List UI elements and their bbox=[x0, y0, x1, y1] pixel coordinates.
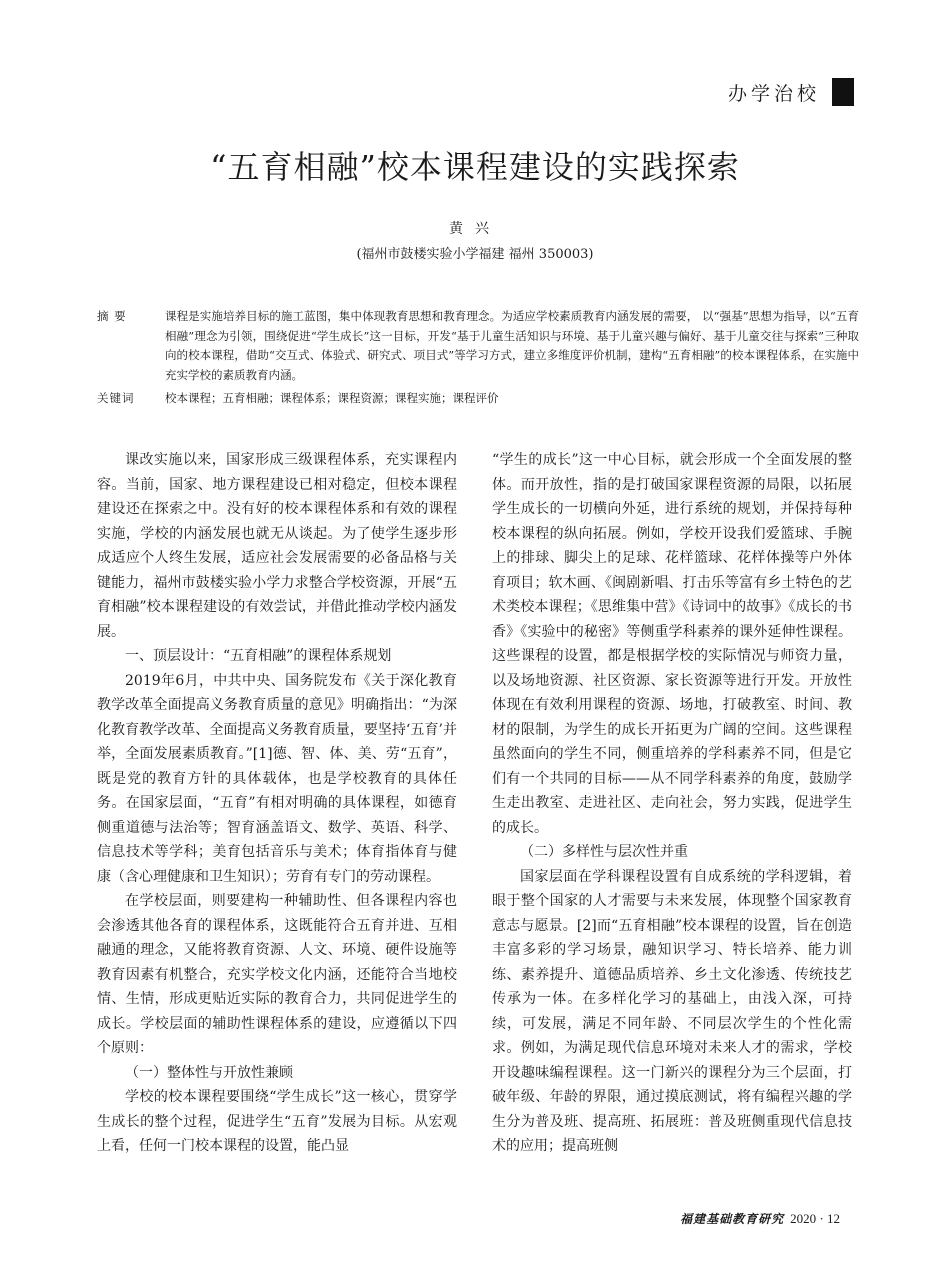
paragraph: 学校的校本课程要围绕“学生成长”这一核心，贯穿学生成长的整个过程，促进学生“五育”发展为目标。从宏观上看，任何一门校本课程的设置，能凸显 bbox=[97, 1089, 457, 1154]
section-marker-block bbox=[832, 78, 854, 106]
author-name: 黄兴 bbox=[449, 221, 501, 237]
section-heading: 一、顶层设计：“五育相融”的课程体系规划 bbox=[125, 648, 392, 664]
body-column-right bbox=[492, 448, 852, 1159]
issue-number: 2020 · 12 bbox=[790, 1210, 840, 1226]
paragraph: 国家层面在学科课程设置有自成系统的学科逻辑，着眼于整个国家的人才需要与未来发展，体现整个国家教育意志与愿景。[2]而“五育相融”校本课程的设置，旨在创造丰富多彩的学习场景，融知识学习、特长培养、能力训练、素养提升、道德品质培养、乡土文化渗透、传统技艺传承为一体。在多样化学习的基础上，由浅入深，可持续，可发展，满足不同年龄、不同层次学生的个性化需求。例如，为满足现代信息环境对未来人才的需求，学校开设趣味编程课程。这一门新兴的课程分为三个层面，打破年级、年龄的界限，通过摸底测试，将有编程兴趣的学生分为普及班、提高班、拓展班：普及班侧重现代信息技术的应用；提高班侧 bbox=[492, 868, 852, 1154]
author-affiliation: (福州市鼓楼实验小学福建 福州 350003) bbox=[356, 247, 594, 262]
abstract bbox=[97, 307, 859, 385]
keywords-label: 关键词 bbox=[97, 391, 135, 405]
keywords-text: 校本课程；五育相融；课程体系；课程资源；课程实施；课程评价 bbox=[165, 391, 499, 405]
keywords bbox=[97, 389, 859, 409]
section-header bbox=[728, 78, 854, 106]
section-label: 办学治校 bbox=[727, 82, 820, 105]
abstract-label: 摘 要 bbox=[97, 309, 127, 323]
paragraph: 课改实施以来，国家形成三级课程体系，充实课程内容。当前，国家、地方课程建设已相对稳定，但校本课程建设还在探索之中。没有好的校本课程体系和有效的课程实施，学校的内涵发展也就无从谈起。为了使学生逐步形成适应个人终生发展，适应社会发展需要的必备品格与关键能力，福州市鼓楼实验小学力求整合学校资源，开展“五育相融”校本课程建设的有效尝试，并借此推动学校内涵发展。 bbox=[97, 452, 457, 640]
body-column-left bbox=[97, 448, 457, 1159]
paragraph: “学生的成长”这一中心目标，就会形成一个全面发展的整体。而开放性，指的是打破国家课程资源的局限，以拓展学生成长的一切横向外延，进行系统的规划，并保持每种校本课程的纵向拓展。例如，学校开设我们爱篮球、手腕上的排球、脚尖上的足球、花样篮球、花样体操等户外体育项目；软木画、《闽剧新唱、打击乐等富有乡土特色的艺术类校本课程；《思维集中营》《诗词中的故事》《成长的书香》《实验中的秘密》等侧重学科素养的课外延伸性课程。这些课程的设置，都是根据学校的实际情况与师资力量，以及场地资源、社区资源、家长资源等进行开发。开放性体现在有效利用课程的资源、场地，打破教室、时间、教材的限制，为学生的成长开拓更为广阔的空间。这些课程虽然面向的学生不同，侧重培养的学科素养不同，但是它们有一个共同的目标——从不同学科素养的角度，鼓励学生走出教室、走进社区、走向社会，努力实践，促进学生的成长。 bbox=[492, 452, 852, 836]
abstract-text: 课程是实施培养目标的施工蓝图，集中体现教育思想和教育理念。为适应学校素质教育内涵发展的需要， 以“强基”思想为指导，以“五育相融”理念为引领，围绕促进“学生成长”这一目标，开发“基于儿童生活知识与环境、基于儿童兴趣与偏好、基于儿童交往与探索”三种取向的校本课程，借助“交互式、体验式、研究式、项目式”等学习方式，建立多维度评价机制，建构“五育相融”的校本课程体系，在实施中充实学校的素质教育内涵。 bbox=[165, 309, 859, 382]
journal-name: 福建基础教育研究 bbox=[680, 1212, 785, 1226]
paragraph: 在学校层面，则要建构一种辅助性、但各课程内容也会渗透其他各育的课程体系，这既能符合五育并进、互相融通的理念，又能将教育资源、人文、环境、硬件设施等教育因素有机整合，充实学校文化内涵，还能符合当地校情、生情，形成更贴近实际的教育合力，共同促进学生的成长。学校层面的辅助性课程体系的建设，应遵循以下四个原则： bbox=[97, 893, 457, 1056]
page-footer bbox=[680, 1210, 840, 1227]
article-title: “五育相融”校本课程建设的实践探索 bbox=[210, 148, 740, 186]
subsection-heading: （二）多样性与层次性并重 bbox=[520, 844, 688, 860]
subsection-heading: （一）整体性与开放性兼顾 bbox=[125, 1064, 293, 1081]
paragraph: 2019年6月，中共中央、国务院发布《关于深化教育教学改革全面提高义务教育质量的意见》明确指出：“为深化教育教学改革、全面提高义务教育质量，要坚持‘五育’并举，全面发展素质教育。”[1]德、智、体、美、劳“五育”，既是党的教育方针的具体载体，也是学校教育的具体任务。在国家层面，“五育”有相对明确的具体课程，如德育侧重道德与法治等；智育涵盖语文、数学、英语、科学、信息技术等学科；美育包括音乐与美术；体育指体育与健康（含心理健康和卫生知识）；劳育有专门的劳动课程。 bbox=[97, 672, 457, 885]
